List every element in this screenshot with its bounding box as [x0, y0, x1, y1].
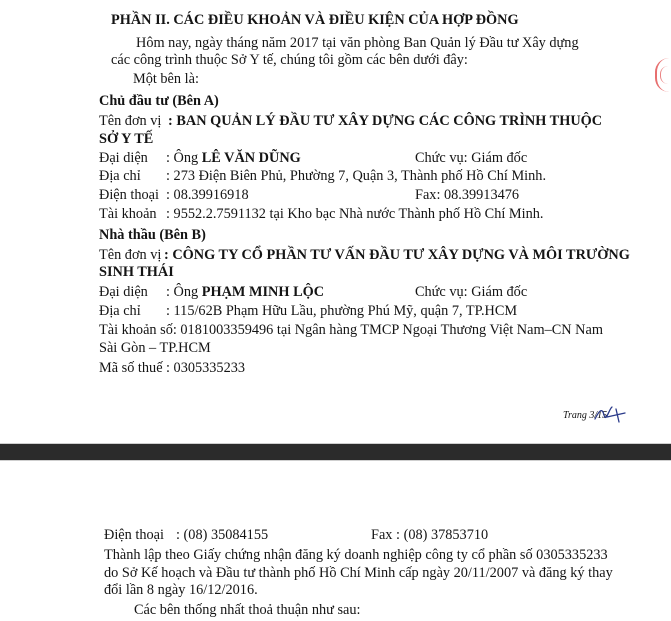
- party-b-rep-name: PHẠM MINH LỘC: [201, 284, 325, 300]
- party-b-address: : 115/62B Phạm Hữu Lầu, phường Phú Mỹ, quận 7, TP.HCM: [166, 303, 518, 319]
- party-b-title: Nhà thầu (Bên B): [99, 227, 206, 243]
- intro-line-2: các công trình thuộc Sở Y tế, chúng tôi gồm các bên dưới đây:: [111, 52, 468, 68]
- party-b-unit-label: Tên đơn vị: [99, 247, 162, 263]
- party-a-account-label: Tài khoản: [99, 206, 157, 222]
- party-b-tax: : 0305335233: [166, 360, 246, 376]
- party-b-unit-name-1: : CÔNG TY CỔ PHẦN TƯ VẤN ĐẦU TƯ XÂY DỰNG VÀ MÔI TRƯỜNG: [164, 247, 630, 263]
- one-party-label: Một bên là:: [133, 71, 199, 87]
- party-a-fax: Fax: 08.39913476: [415, 187, 520, 203]
- party-a-address-label: Địa chỉ: [99, 168, 141, 184]
- p2-establishment-3: đổi lần 8 ngày 16/12/2016.: [104, 582, 258, 598]
- party-a-address: : 273 Điện Biên Phủ, Phường 7, Quận 3, Thành phố Hồ Chí Minh.: [166, 168, 547, 184]
- party-a-phone-label: Điện thoại: [99, 187, 159, 203]
- party-a-unit-label: Tên đơn vị: [99, 113, 162, 129]
- party-b-tax-label: Mã số thuế: [99, 360, 163, 376]
- intro-line-1: Hôm nay, ngày tháng năm 2017 tại văn phòng Ban Quản lý Đầu tư Xây dựng: [136, 35, 579, 51]
- page-gap: [0, 444, 671, 460]
- party-b-account-1: Tài khoản số: 0181003359496 tại Ngân hàng TMCP Ngoại Thương Việt Nam–CN Nam: [99, 322, 603, 338]
- party-a-phone: : 08.39916918: [166, 187, 249, 203]
- party-a-rep-label: Đại diện: [99, 150, 148, 166]
- p2-establishment-2: do Sở Kế hoạch và Đầu tư thành phố Hồ Chí Minh cấp ngày 20/11/2007 và đăng ký thay: [104, 565, 613, 581]
- red-stamp-edge-inner: [660, 66, 669, 84]
- party-b-rep-label: Đại diện: [99, 284, 148, 300]
- page-number: Trang 3/15: [563, 410, 608, 421]
- p2-phone-label: Điện thoại: [104, 527, 164, 543]
- party-a-rep-prefix: : Ông: [166, 150, 202, 166]
- party-b-address-label: Địa chỉ: [99, 303, 141, 319]
- party-a-unit-name-2: SỞ Y TẾ: [99, 131, 154, 147]
- party-a-position: Chức vụ: Giám đốc: [415, 150, 528, 166]
- party-b-unit-name-2: SINH THÁI: [99, 264, 174, 280]
- signature-initials: [593, 403, 629, 425]
- party-a-unit-name-1: : BAN QUẢN LÝ ĐẦU TƯ XÂY DỰNG CÁC CÔNG TRÌNH THUỘC: [168, 113, 603, 129]
- p2-establishment-1: Thành lập theo Giấy chứng nhận đăng ký doanh nghiệp công ty cổ phần số 0305335233: [104, 547, 608, 563]
- section-heading: PHẦN II. CÁC ĐIỀU KHOẢN VÀ ĐIỀU KIỆN CỦA HỢP ĐỒNG: [111, 12, 519, 28]
- party-a-rep: [166, 150, 301, 167]
- party-b-position: Chức vụ: Giám đốc: [415, 284, 528, 300]
- p2-phone: : (08) 35084155: [176, 527, 269, 543]
- p2-agreement: Các bên thống nhất thoả thuận như sau:: [134, 602, 361, 618]
- p2-fax: Fax : (08) 37853710: [371, 527, 489, 543]
- party-a-account: : 9552.2.7591132 tại Kho bạc Nhà nước Thành phố Hồ Chí Minh.: [166, 206, 544, 222]
- party-b-account-2: Sài Gòn – TP.HCM: [99, 340, 211, 356]
- party-a-title: Chủ đầu tư (Bên A): [99, 93, 219, 109]
- party-a-rep-name: LÊ VĂN DŨNG: [201, 150, 301, 166]
- document-page-2: [0, 460, 671, 621]
- party-b-rep: [166, 284, 324, 301]
- party-b-rep-prefix: : Ông: [166, 284, 202, 300]
